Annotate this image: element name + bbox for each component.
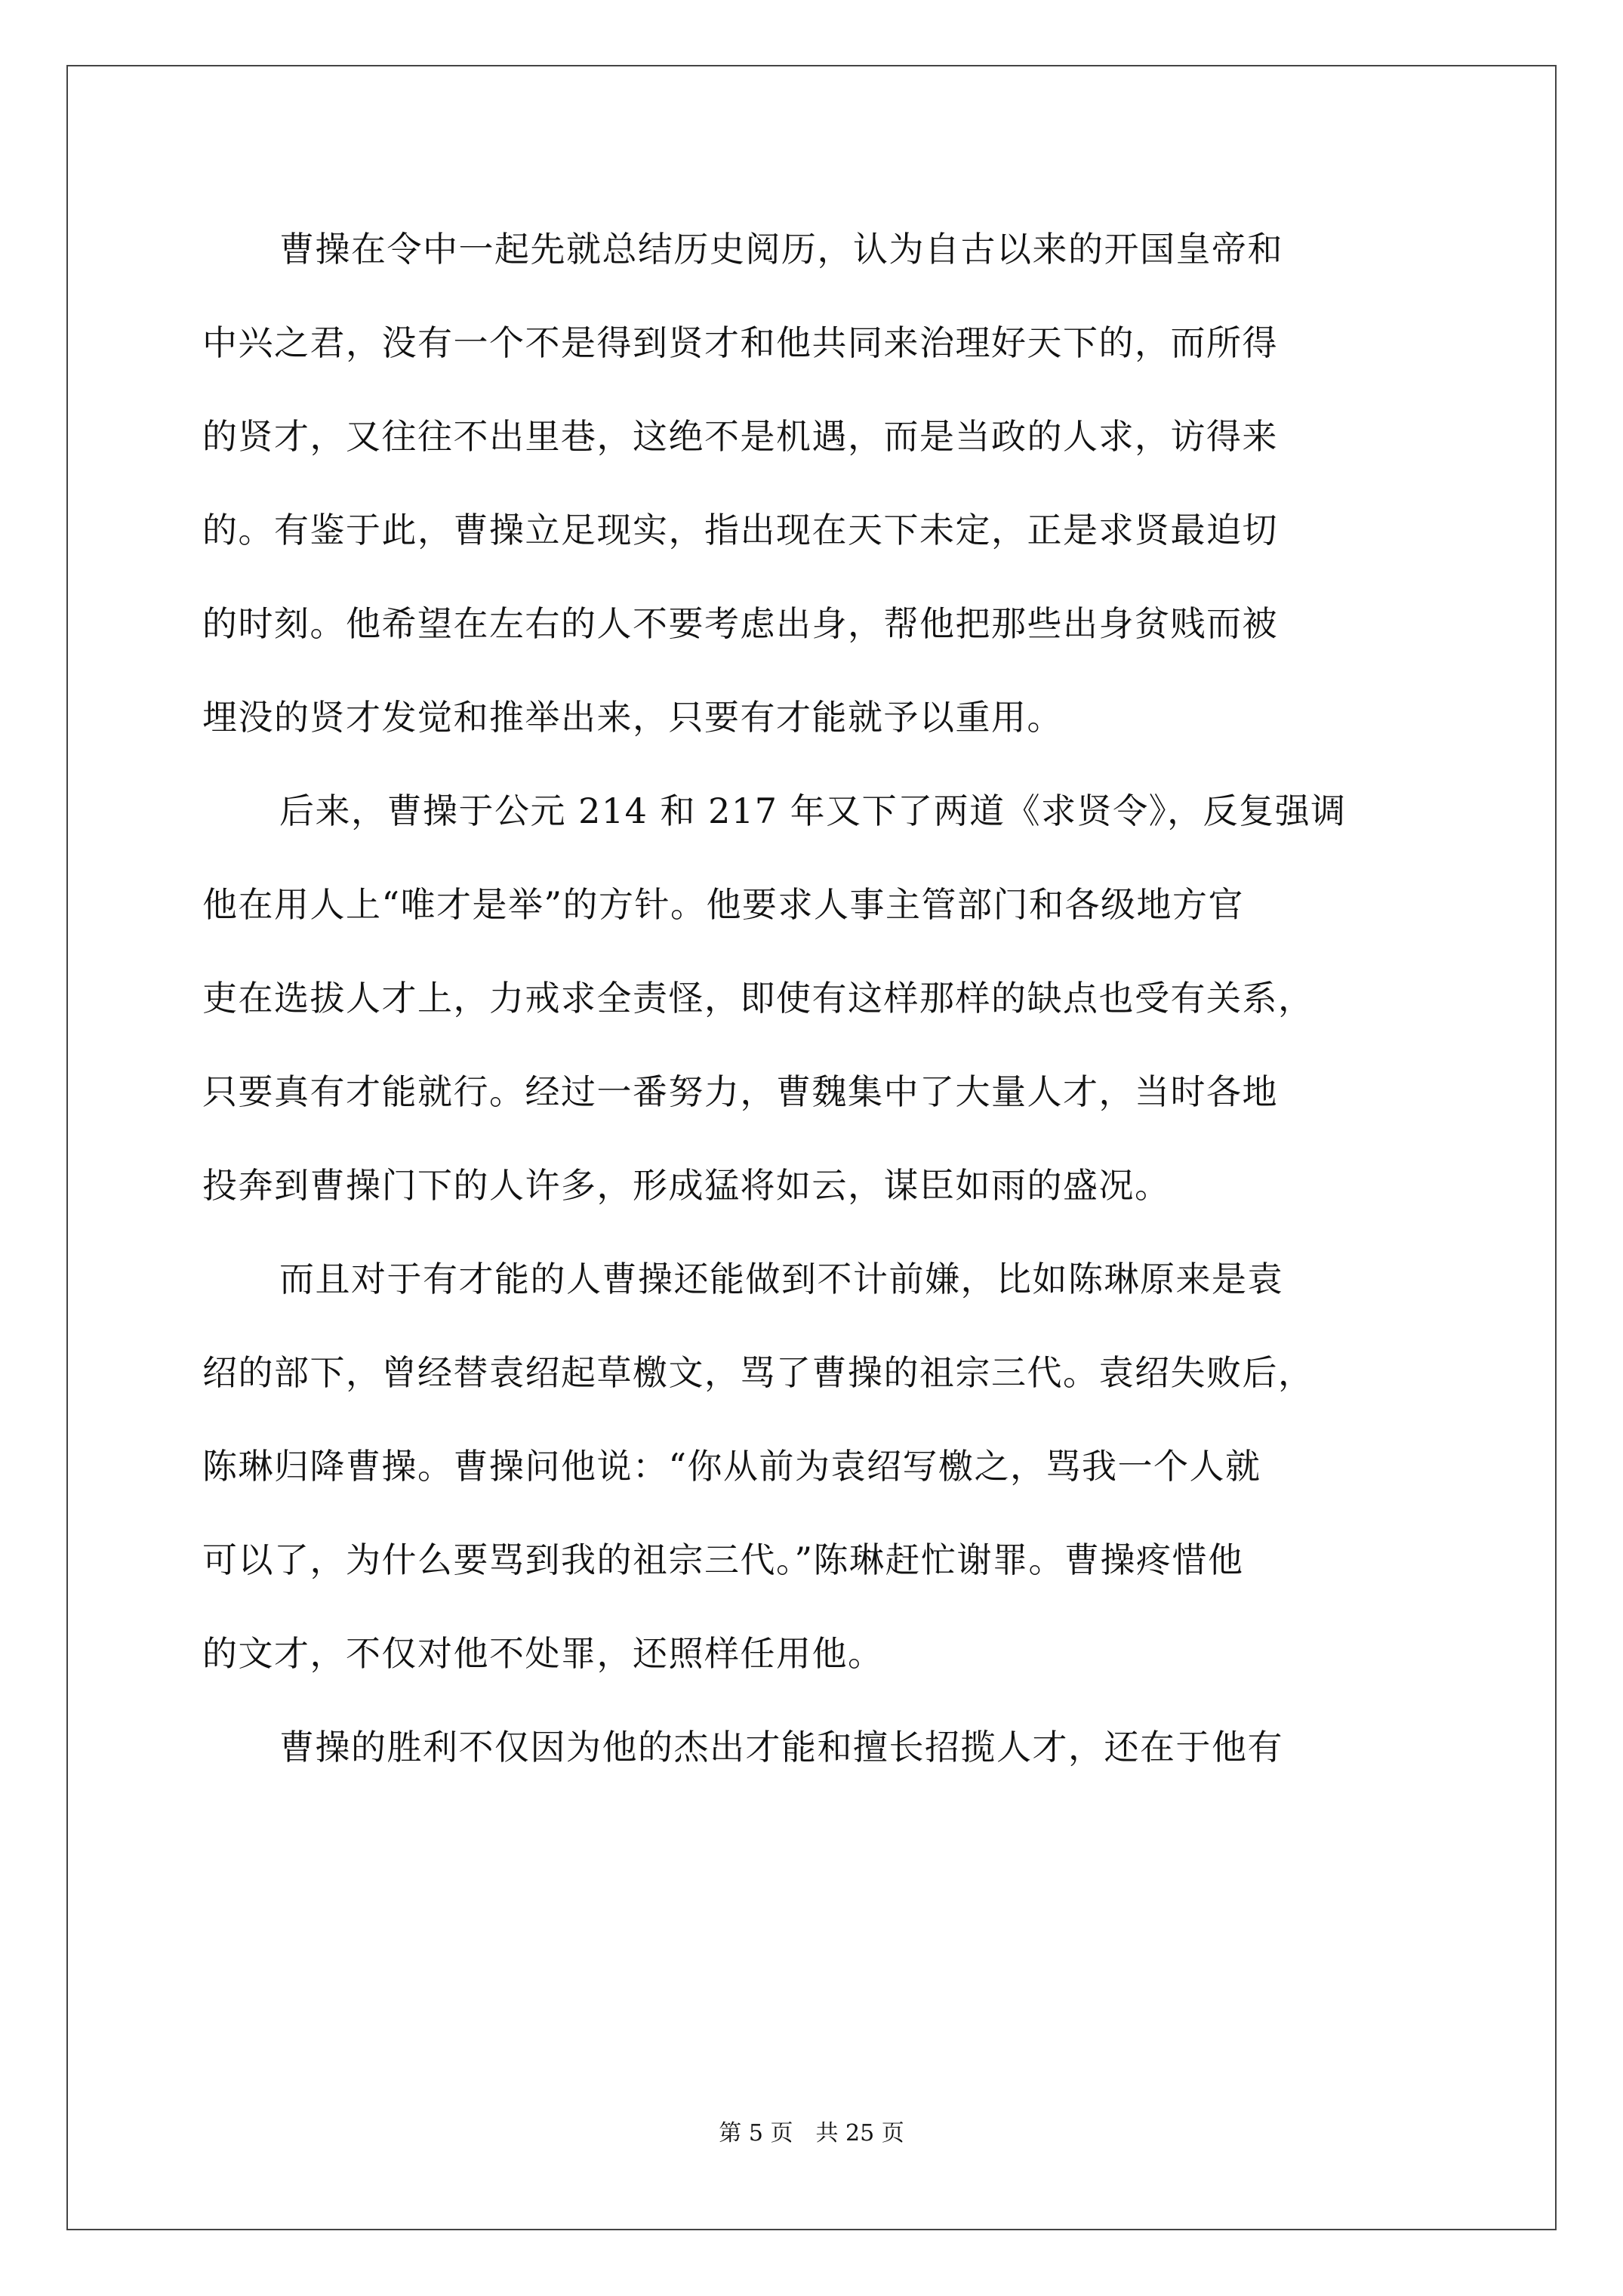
paragraph-2-line-3: 吏在选拔人才上，力戒求全责怪，即使有这样那样的缺点也受有关系， xyxy=(202,978,1314,1019)
paragraph-3-line-2: 绍的部下，曾经替袁绍起草檄文，骂了曹操的祖宗三代。袁绍失败后， xyxy=(202,1352,1314,1393)
paragraph-3-line-4: 可以了，为什么要骂到我的祖宗三代。”陈琳赶忙谢罪。曹操疼惜他 xyxy=(202,1539,1244,1580)
page-border xyxy=(66,65,1557,2230)
paragraph-2-line-2: 他在用人上“唯才是举”的方针。他要求人事主管部门和各级地方官 xyxy=(202,884,1245,925)
paragraph-3-line-1: 而且对于有才能的人曹操还能做到不计前嫌，比如陈琳原来是袁 xyxy=(279,1259,1283,1299)
paragraph-3-line-3: 陈琳归降曹操。曹操问他说：“你从前为袁绍写檄之，骂我一个人就 xyxy=(202,1446,1261,1487)
paragraph-1-line-5: 的时刻。他希望在左右的人不要考虑出身，帮他把那些出身贫贱而被 xyxy=(202,603,1278,644)
paragraph-1-line-2: 中兴之君，没有一个不是得到贤才和他共同来治理好天下的，而所得 xyxy=(202,322,1278,363)
paragraph-3-line-5: 的文才，不仅对他不处罪，还照样任用他。 xyxy=(202,1633,884,1674)
paragraph-4-line-1: 曹操的胜利不仅因为他的杰出才能和擅长招揽人才，还在于他有 xyxy=(279,1727,1283,1767)
paragraph-2-line-4: 只要真有才能就行。经过一番努力，曹魏集中了大量人才，当时各地 xyxy=(202,1071,1278,1112)
paragraph-2-line-1: 后来，曹操于公元 214 和 217 年又下了两道《求贤令》，反复强调 xyxy=(279,791,1347,831)
paragraph-1-line-4: 的。有鉴于此，曹操立足现实，指出现在天下未定，正是求贤最迫切 xyxy=(202,510,1278,550)
paragraph-1-line-3: 的贤才，又往往不出里巷，这绝不是机遇，而是当政的人求，访得来 xyxy=(202,416,1278,457)
paragraph-1-line-6: 埋没的贤才发觉和推举出来，只要有才能就予以重用。 xyxy=(202,697,1063,738)
page-number-footer: 第 5 页 共 25 页 xyxy=(719,2120,904,2147)
paragraph-2-line-5: 投奔到曹操门下的人许多，形成猛将如云，谋臣如雨的盛况。 xyxy=(202,1165,1171,1206)
paragraph-1-line-1: 曹操在令中一起先就总结历史阅历，认为自古以来的开国皇帝和 xyxy=(279,229,1283,270)
